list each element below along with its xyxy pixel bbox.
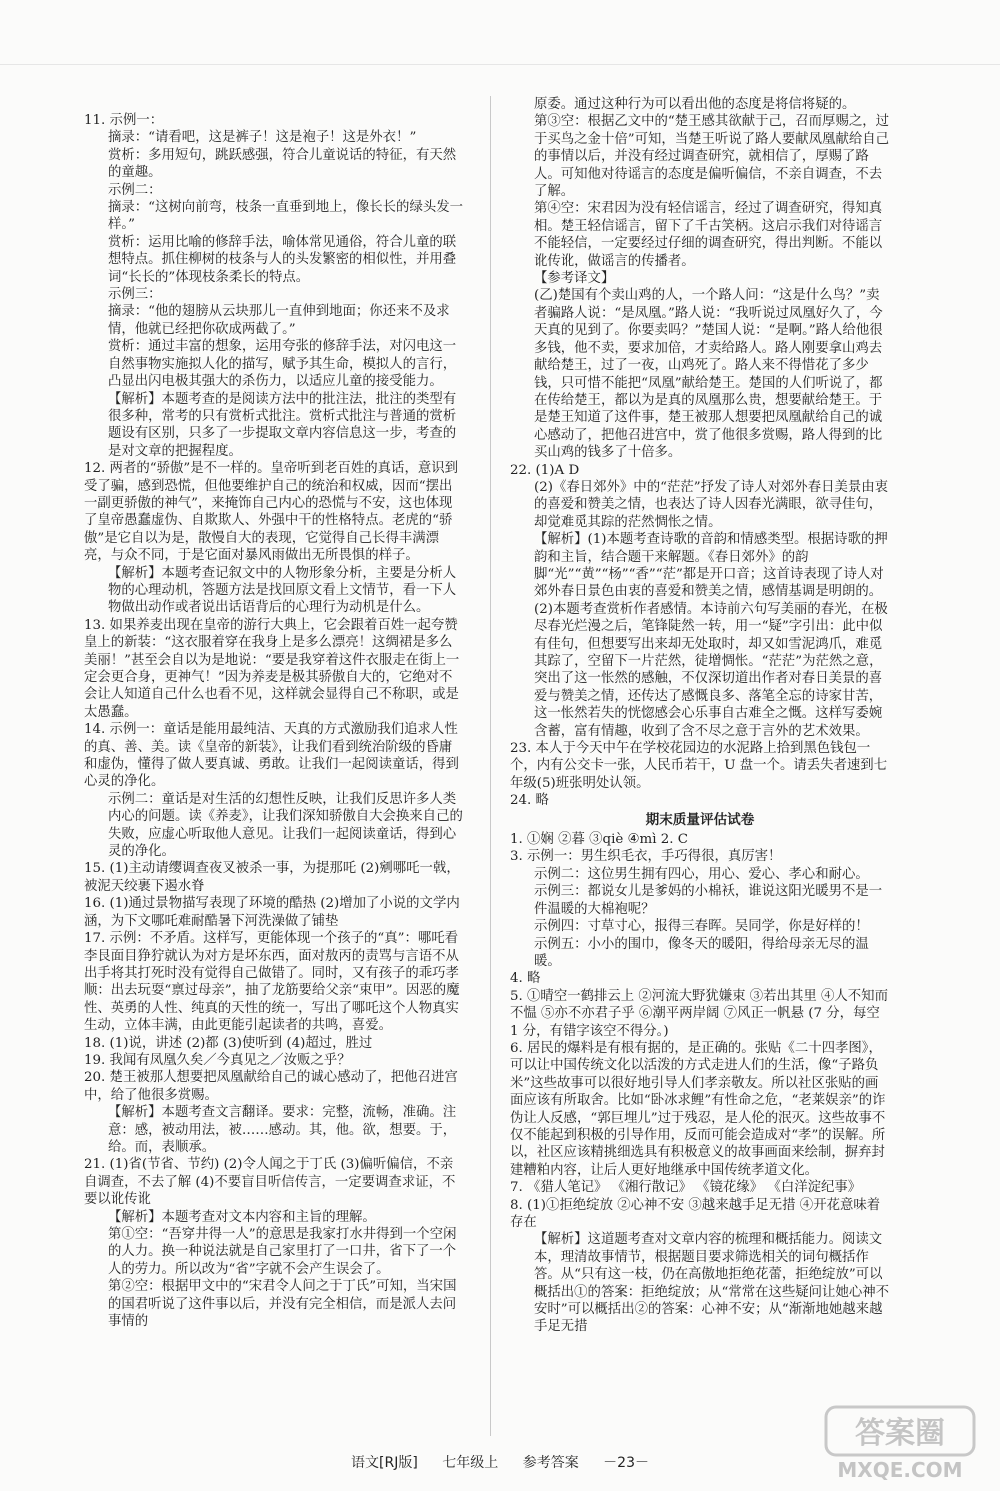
paragraph: 原委。通过这种行为可以看出他的态度是将信将疑的。 xyxy=(534,97,856,112)
paragraph: 赏析：多用短句，跳跃感强，符合儿童说话的特征，有天然的童趣。 xyxy=(108,147,457,181)
watermark-logo xyxy=(820,1403,980,1483)
paragraph: 示例二：这位男生拥有四心，用心、爱心、孝心和耐心。 xyxy=(534,866,869,882)
paragraph: 【解析】本题考查对文本内容和主旨的理解。 xyxy=(108,1209,376,1225)
paragraph: 【解析】本题考查记叙文中的人物形象分析，主要是分析人物的心理动机，答题方法是找回原文看上文情节，看一下人物做出动作或者说出话语背后的心理行为动机是什么。 xyxy=(108,565,457,616)
paragraph: 第④空：宋君因为没有轻信谣言，经过了调查研究，得知真相。楚王轻信谣言，留下了千古笑柄。这启示我们对待谣言不能轻信，一定要经过仔细的调查研究，得出判断。不能以讹传讹，做谣言的传播者。 xyxy=(534,201,883,269)
paragraph: 11. 示例一： xyxy=(84,113,164,128)
paragraph: 摘录：“他的翅膀从云块那儿一直伸到地面；你还来不及求情，他就已经把你砍成两截了。” xyxy=(108,304,450,337)
paragraph: 7. 《猎人笔记》 《湘行散记》 《镜花缘》 《白洋淀纪事》 xyxy=(510,1180,862,1196)
paragraph: (2)《春日郊外》中的“茫茫”抒发了诗人对郊外春日美景由衷的喜爱和赞美之情，也表达了诗人因春光满眼，欲寻佳句，却觉难觅其踪的茫然惆怅之情。 xyxy=(534,479,889,530)
paragraph: 第②空：根据甲文中的“宋君令人问之于丁氏”可知，当宋国的国君听说了这件事以后，并没有完全相信，而是派人去问事情的 xyxy=(108,1279,457,1330)
paragraph: 示例二：童话是对生活的幻想性反映，让我们反思许多人类内心的问题。读《养麦》，让我们深知骄傲自大会换来自己的失败，应虚心听取他人意见。让我们一起阅读童话，得到心灵的净化。 xyxy=(108,791,463,860)
paragraph: 第③空：根据乙文中的“楚王感其欲献于己，召而厚赐之，过于买鸟之金十倍”可知，当楚王听说了路人要献凤凰献给自己的事情以后，并没有经过调查研究，就相信了，厚赐了路人。可知他对待谣言的态度是偏听偏信，不亲自调查，不去了解。 xyxy=(534,114,889,200)
paragraph: 【解析】本题考查文言翻译。要求：完整，流畅，准确。注意：感，被动用法，被……感动。其，他。欲，想要。于，给。而，表顺承。 xyxy=(108,1105,457,1155)
paragraph: (乙)楚国有个卖山鸡的人，一个路人问：“这是什么鸟？”卖者骗路人说：“是凤凰。”路人说：“我听说过凤凰好久了，今天真的见到了。你要卖吗？”楚国人说：“是啊。”路人给他很多钱，他不卖，要求加倍，才卖给路人。路人刚要拿山鸡去献给楚王，过了一夜，山鸡死了。路人来不得惜花了多少钱，只可惜不能把“凤凰”献给楚王。楚国的人们听说了，都在传给楚王，都以为是真的凤凰那么贵，想要献给楚王。于是楚王知道了这件事，楚王被那人想要把凤凰献给自己的诚心感动了，把他召进宫中，赏了他很多赏赐，路人得到的比买山鸡的钱多了十倍多。 xyxy=(534,288,883,461)
right-column xyxy=(510,96,890,1336)
paragraph: 19. 我闻有凤凰久矣／今真见之／汝贩之乎？ xyxy=(84,1052,351,1068)
footer-subject: 语文[RJ版] xyxy=(351,1455,418,1471)
paragraph: 6. 居民的爆料是有根有据的，是正确的。张贴《二十四孝图》，可以让中国传统文化以活泼的方式走进人们的生活，像“子路负米”这些故事可以很好地引导人们孝亲敬友。所以社区张贴的画面应该有所取舍。比如“卧冰求鲤”有性命之危，“老莱娱亲”的诈伪让人反感，“郭巨埋儿”过于残忍，是人伦的泯灭。这些故事不仅不能起到积极的引导作用，反而可能会造成对“孝”的误解。所以，社区应该精挑细选具有积极意义的故事画面来绘制，摒弃封建糟粕内容，让后人更好地继承中国传统孝道文化。 xyxy=(510,1040,886,1178)
paragraph: 1. ①娴 ②暮 ③qiè ④mì 2. C xyxy=(510,832,689,848)
paragraph: 示例三：都说女儿是爹妈的小棉袄，谁说这阳光暖男不是一件温暖的大棉袍呢？ xyxy=(534,884,883,917)
paragraph: 8. (1)①拒绝绽放 ②心神不安 ③越来越手足无措 ④开花意味着存在 xyxy=(510,1197,881,1230)
section-title: 期末质量评估试卷 xyxy=(645,811,755,828)
paragraph: 摘录：“这树向前弯，枝条一直垂到地上，像长长的绿头发一样。” xyxy=(108,200,463,233)
paragraph: 赏析：通过丰富的想象，运用夸张的修辞手法，对闪电这一自然事物实施拟人化的描写，赋予其生命，模拟人的言行，凸显出闪电极其强大的杀伤力，以适应儿童的接受能力。 xyxy=(108,339,457,390)
paragraph: 22. (1)A D xyxy=(510,462,580,478)
footer-label: 参考答案 xyxy=(522,1455,579,1471)
paragraph: 12. 两者的“骄傲”是不一样的。皇帝听到老百姓的真话，意识到受了骗，感到恐慌，但他要维护自己的统治和权威，因而“摆出一副更骄傲的神气”，来掩饰自己内心的恐慌与不安，这也体现了皇帝愚蠢虚伪、自欺欺人、外强中干的性格特点。老虎的“骄傲”是它自以为是，散慢自大的表现，它觉得自己长得丰满漂亮，与众不同，于是它面对暴风雨做出无所畏惧的样子。 xyxy=(84,461,459,564)
paragraph: 18. (1)说，讲述 (2)都 (3)使听到 (4)超过，胜过 xyxy=(84,1035,373,1051)
paragraph: 赏析：运用比喻的修辞手法，喻体常见通俗，符合儿童的联想特点。抓住柳树的枝条与人的头发繁密的相似性，并用叠词“长长的”体现枝条柔长的特点。 xyxy=(108,234,457,285)
paragraph: (2)本题考查赏析作者感情。本诗前六句写美丽的春光，在极尽春光烂漫之后，笔锋陡然一转，用一“疑”字引出：此中似有佳句，但想要写出来却无处取时，却又如雪泥鸿爪，难觅其踪了，空留下一片茫然，徒增惆怅。“茫茫”为茫然之意，突出了这一怅然的感触，不仅深切道出作者对春日美景的喜爱与赞美之情，还传达了感慨良多、落笔全忘的诗家甘苦，这一怅然若失的恍惚感会心乐事自古难全之慨。这样写委婉含蓄，富有情趣，收到了含不尽之意于言外的艺术效果。 xyxy=(534,601,888,739)
paragraph: 示例三： xyxy=(108,287,162,303)
paragraph: 摘录：“请看吧，这是裤子！这是袍子！这是外衣！” xyxy=(108,130,417,146)
paragraph: 示例四：寸草寸心，报得三春晖。吴同学，你是好样的！ xyxy=(534,919,869,935)
paragraph: 17. 示例：不矛盾。这样写，更能体现一个孩子的“真”：哪吒看李艮面目狰狞就认为对方是坏东西，面对敖丙的责骂与言语不从出手将其打死时没有觉得自己做错了。同时，又有孩子的乖巧孝顺：出去玩耍“禀过母亲”，抽了龙筋要给父亲“束甲”。因恶的魔性、英勇的人性、纯真的天性的统一，写出了哪吒这个人物真实生动，立体丰满，由此更能引起读者的共鸣，喜爱。 xyxy=(84,931,460,1034)
paragraph: 14. 示例一：童话是能用最纯洁、天真的方式激励我们追求人性的真、善、美。读《皇帝的新装》，让我们看到统治阶级的昏庸和虚伪，懂得了做人要真诚、勇敢。让我们一起阅读童话，得到心灵的净化。 xyxy=(84,722,459,790)
paragraph: 第①空：“吾穿井得一人”的意思是我家打水井得到一个空闲的人力。换一种说法就是自己家里打了一口井，省下了一个人的劳力。所以改为“省”字就不会产生误会了。 xyxy=(108,1227,457,1277)
left-column xyxy=(84,112,464,1330)
paragraph: 5. ①晴空一鹤排云上 ②河流大野犹嫌束 ③若出其里 ④人不知而不愠 ⑤亦不亦君子乎 ⑥潮平两岸阔 ⑦风正一帆悬 (7 分，每空 1 分，有错字该空不得分。) xyxy=(510,988,888,1039)
paragraph: 23. 本人于今天中午在学校花园边的水泥路上拾到黑色钱包一个，内有公交卡一张，人民币若干，U 盘一个。请丢失者速到七年级(5)班张明处认领。 xyxy=(510,741,888,791)
paragraph: 示例五：小小的围巾，像冬天的暖阳，得给母亲无尽的温暖。 xyxy=(534,936,869,969)
paragraph: 20. 楚王被那人想要把凤凰献给自己的诚心感动了，把他召进宫中，给了他很多赏赐。 xyxy=(84,1070,458,1103)
paragraph: 21. (1)省(节省、节约) (2)令人闻之于丁氏 (3)偏听偏信，不亲自调查，不去了解 (4)不要盲目听信传言，一定要调查求证，不要以讹传讹 xyxy=(84,1157,456,1208)
paragraph: 【解析】(1)本题考查诗歌的音韵和情感类型。根据诗歌的押韵和主旨，结合题干来解题。《春日郊外》的韵脚“光”“黄”“杨”“香”“茫”都是开口音；这首诗表现了诗人对郊外春日景色由衷的喜爱和赞美之情，感情基调是明朗的。 xyxy=(534,532,888,600)
paragraph: 【解析】这道题考查对文章内容的梳理和概括能力。阅读文本，理清故事情节，根据题目要求筛选相关的词句概括作答。从“只有这一枝，仍在高傲地拒绝花蕾，拒绝绽放”可以概括出①的答案：拒绝绽放；从“常常在这些疑问让她心神不安时”可以概括出②的答案：心神不安；从“渐渐地她越来越手足无措 xyxy=(534,1232,889,1335)
paragraph: 4. 略 xyxy=(510,971,541,987)
paragraph: 【解析】本题考查的是阅读方法中的批注法，批注的类型有很多种，常考的只有赏析式批注。赏析式批注与普通的赏析题设有区别，只多了一步提取文章内容信息这一步，考查的是对文章的把握程度。 xyxy=(108,391,457,459)
top-rule xyxy=(0,64,1000,65)
column-divider xyxy=(490,96,491,1436)
watermark-url: MXQE.COM xyxy=(837,1458,963,1482)
paragraph: 3. 示例一：男生织毛衣，手巧得很，真厉害！ xyxy=(510,849,782,865)
footer-grade: 七年级上 xyxy=(442,1455,499,1471)
footer-page-number: －23－ xyxy=(603,1455,649,1471)
paragraph: 15. (1)主动请缨调查夜叉被杀一事，为提那吒 (2)剜哪吒一戟，被泥天绞裹下遏水脊 xyxy=(84,861,460,894)
paragraph: 16. (1)通过景物描写表现了环境的酷热 (2)增加了小说的文学内涵，为下文哪吒难耐酷暑下河洗澡做了铺垫 xyxy=(84,896,460,929)
paragraph: 【参考译文】 xyxy=(534,271,615,287)
paragraph: 24. 略 xyxy=(510,793,549,809)
paragraph: 示例二： xyxy=(108,182,162,198)
paragraph: 13. 如果养麦出现在皇帝的游行大典上，它会跟着百姓一起夸赞皇上的新装：“这衣服着穿在我身上是多么漂亮！这绸裙是多么美丽！”甚至会自以为是地说：“要是我穿着这件衣服走在街上一定会更合身，更神气！”因为养麦是极其骄傲自大的，它绝对不会让人知道自己什么也看不见，这样就会显得自己不称职，或是太愚蠢。 xyxy=(84,617,460,720)
watermark-text: 答案圈 xyxy=(855,1416,945,1451)
